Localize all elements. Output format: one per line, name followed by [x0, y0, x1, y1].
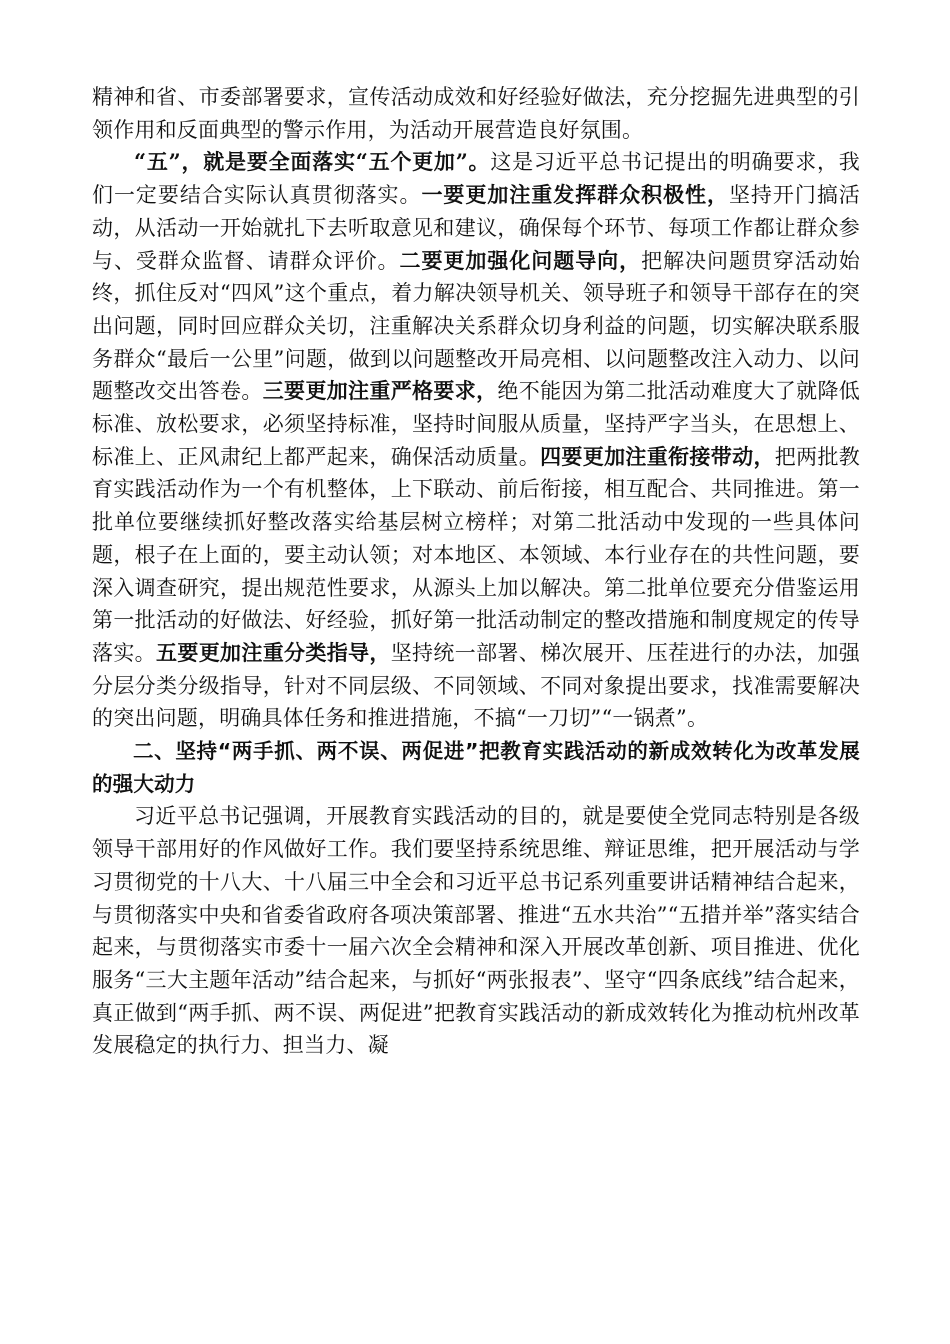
point-two-text: 把解决问题贯穿活动始终，抓住反对“四风”这个重点，着力解决领导机关、领导班子和领导干部存在的突出问题，同时回应群众关切，注重解决关系群众切身利益的问题，切实解决联系服务群众“最后一公里”问题，做到以问题整改开局亮相、以问题整改注入动力、以问题整改交出答卷。: [92, 248, 860, 404]
paragraph-4-text: 习近平总书记强调，开展教育实践活动的目的，就是要使全党同志特别是各级领导干部用好的作风做好工作。我们要坚持系统思维、辩证思维，把开展活动与学习贯彻党的十八大、十八届三中全会和习近平总书记系列重要讲话精神结合起来，与贯彻落实中央和省委省政府各项决策部署、推进“五水共治”“五措并举”落实结合起来，与贯彻落实市委十一届六次全会精神和深入开展改革创新、项目推进、优化服务“三大主题年活动”结合起来，与抓好“两张报表”、坚守“四条底线”结合起来，真正做到“两手抓、两不误、两促进”把教育实践活动的新成效转化为推动杭州改革发展稳定的执行力、担当力、凝: [92, 804, 860, 1058]
paragraph-1: [92, 81, 860, 146]
point-one-heading: 一要更加注重发挥群众积极性，: [421, 182, 729, 208]
point-three-text: 绝不能因为第二批活动难度大了就降低标准、放松要求，必须坚持标准，坚持时间服从质量，坚持严字当头，在思想上、标准上、正风肃纪上都严起来，确保活动质量。: [92, 379, 860, 469]
paragraph-2-text-1: 这是习近平总书记提出的明确要求，我们一定要结合实际认真贯彻落实。: [92, 150, 860, 208]
point-four-heading: 四要更加注重衔接带动，: [540, 443, 775, 469]
paragraph-4: [92, 800, 860, 1062]
document-page: [92, 81, 860, 1062]
point-one-text: 坚持开门搞活动，从活动一开始就扎下去听取意见和建议，确保每个环节、每项工作都让群众参与、受群众监督、请群众评价。: [92, 183, 860, 273]
paragraph-1-text: 精神和省、市委部署要求，宣传活动成效和好经验好做法，充分挖掘先进典型的引领作用和反面典型的警示作用，为活动开展营造良好氛围。: [92, 85, 860, 142]
point-five-text: 坚持统一部署、梯次展开、压茬进行的办法，加强分层分类分级指导，针对不同层级、不同领域、不同对象提出要求，找准需要解决的突出问题，明确具体任务和推进措施，不搞“一刀切”“一锅煮”。: [92, 640, 860, 731]
paragraph-2: [92, 146, 860, 735]
point-three-heading: 三要更加注重严格要求，: [262, 378, 498, 404]
section-two-heading: [92, 735, 860, 800]
point-five-heading: 五要更加注重分类指导，: [156, 639, 391, 665]
section-two-heading-text: 二、坚持“两手抓、两不误、两促进”把教育实践活动的新成效转化为改革发展的强大动力: [92, 739, 860, 796]
point-two-heading: 二要更加强化问题导向，: [399, 247, 642, 273]
section-five-lead: “五”，就是要全面落实“五个更加”。: [134, 149, 491, 175]
point-four-text: 把两批教育实践活动作为一个有机整体，上下联动、前后衔接，相互配合、共同推进。第一批单位要继续抓好整改落实给基层树立榜样；对第二批活动中发现的一些具体问题，根子在上面的，要主动认领；对本地区、本领域、本行业存在的共性问题，要深入调查研究，提出规范性要求，从源头上加以解决。第二批单位要充分借鉴运用第一批活动的好做法、好经验，抓好第一批活动制定的整改措施和制度规定的传导落实。: [92, 444, 860, 665]
